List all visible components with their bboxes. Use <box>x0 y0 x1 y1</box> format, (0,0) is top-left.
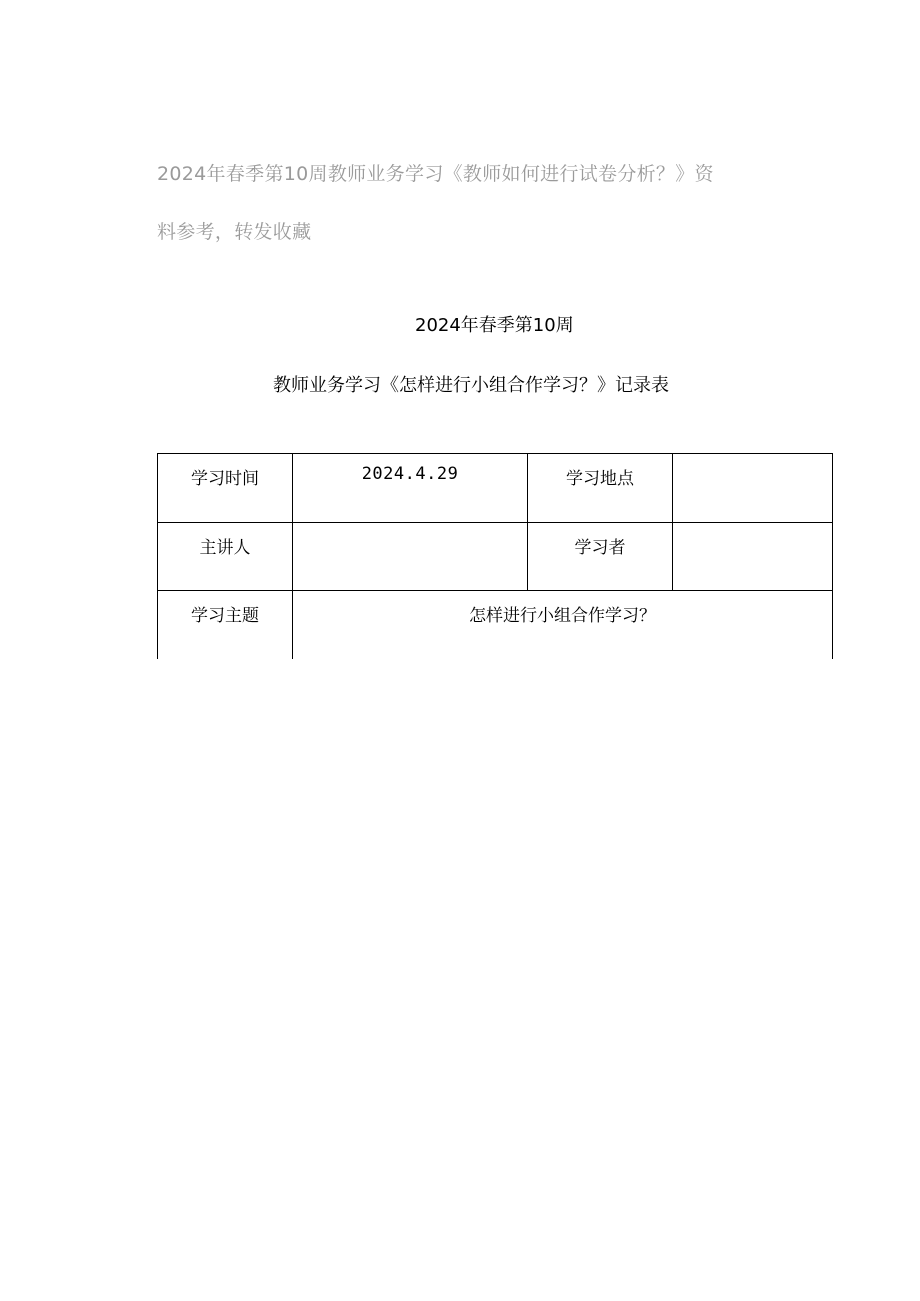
learner-value <box>673 523 833 591</box>
record-table <box>157 453 833 659</box>
learner-label: 学习者 <box>528 523 673 591</box>
study-time-value: 2024.4.29 <box>293 454 528 523</box>
intro-line-2: 料参考，转发收藏 <box>157 221 312 243</box>
table-row <box>158 454 833 523</box>
table-row <box>158 591 833 659</box>
speaker-value <box>293 523 528 591</box>
table-row <box>158 523 833 591</box>
intro-paragraph <box>157 155 757 251</box>
form-heading-title: 教师业务学习《怎样进行小组合作学习？》记录表 <box>273 375 669 396</box>
study-place-value <box>673 454 833 523</box>
form-heading-week: 2024年春季第10周 <box>415 315 574 336</box>
intro-line-1: 2024年春季第10周教师业务学习《教师如何进行试卷分析？》资 <box>157 163 714 185</box>
topic-label: 学习主题 <box>158 591 293 659</box>
topic-value: 怎样进行小组合作学习？ <box>293 591 833 659</box>
study-time-label: 学习时间 <box>158 454 293 523</box>
study-place-label: 学习地点 <box>528 454 673 523</box>
speaker-label: 主讲人 <box>158 523 293 591</box>
